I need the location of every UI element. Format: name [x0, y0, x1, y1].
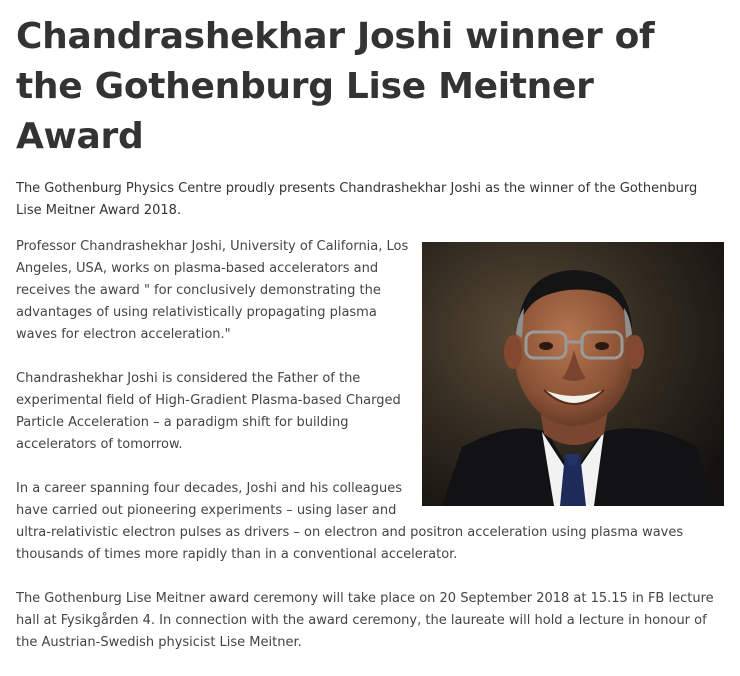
portrait-illustration: [422, 242, 724, 506]
article-title: Chandrashekhar Joshi winner of the Gothenburg Lise Meitner Award: [16, 16, 655, 157]
article-lead: The Gothenburg Physics Centre proudly presents Chandrashekhar Joshi as the winner of the Gothenburg Lise Meitner Award 2018.: [16, 181, 698, 218]
paragraph-4: The Gothenburg Lise Meitner award ceremony will take place on 20 September 2018 at 15.15 in FB lecture hall at Fysikgården 4. In connection with the award ceremony, the laureate will hold a lecture in honour of the Austrian-Swedish physicist Lise Meitner.: [16, 591, 714, 650]
paragraph-3: In a career spanning four decades, Joshi and his colleagues have carried out pioneering experiments – using laser and ultra-relativistic electron pulses as drivers – on electron and positron acceleration using plasma waves thousands of times more rapidly than in a conventional accelerator.: [16, 481, 684, 562]
paragraph-2: Chandrashekhar Joshi is considered the Father of the experimental field of High-Gradient Plasma-based Charged Particle Acceleration – a paradigm shift for building accelerators of tomorrow.: [16, 371, 401, 452]
article-body: [16, 236, 724, 676]
paragraph-1: Professor Chandrashekhar Joshi, University of California, Los Angeles, USA, works on plasma-based accelerators and receives the award " for conclusively demonstrating the advantages of using relativistically propagating plasma waves for electron acceleration.": [16, 239, 409, 342]
portrait-photo: [422, 242, 724, 506]
